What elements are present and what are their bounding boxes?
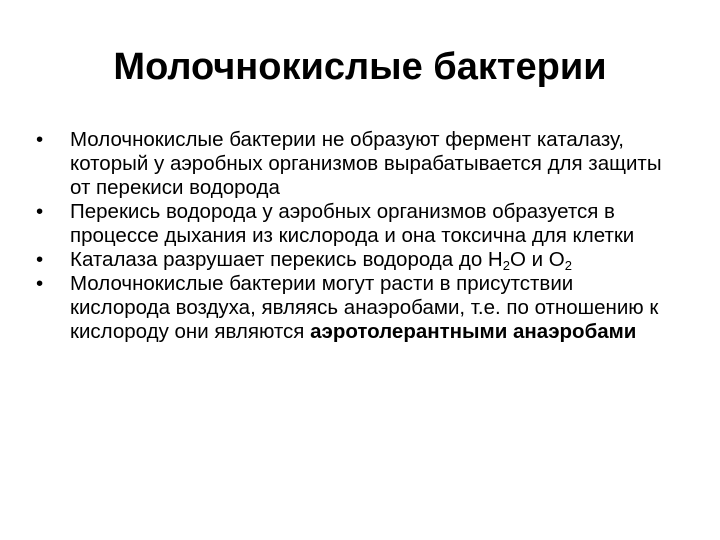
bullet-list xyxy=(36,128,676,344)
bullet-text: Перекись водорода у аэробных организмов образуется в процессе дыхания из кислорода и она токсична для клетки xyxy=(70,200,635,247)
bullet-text: Молочнокислые бактерии могут расти в присутствии кислорода воздуха, являясь анаэробами, т.е. по отношению к кислороду они являются xyxy=(70,272,659,343)
bullet-text-middle: О и О xyxy=(509,248,565,271)
bullet-marker: • xyxy=(36,272,44,295)
bullet-item-aerotolerance xyxy=(36,272,676,344)
bullet-marker: • xyxy=(36,248,44,271)
slide-title: Молочнокислые бактерии xyxy=(113,46,607,88)
bullet-item-peroxide-formation xyxy=(36,200,676,248)
bullet-item-catalase-action xyxy=(36,248,676,272)
bullet-marker: • xyxy=(36,128,44,151)
bullet-item-catalase-absence xyxy=(36,128,676,200)
bullet-text: Каталаза разрушает перекись водорода до Н xyxy=(70,248,503,271)
subscript-oxygen: 2 xyxy=(564,258,572,273)
subscript-water: 2 xyxy=(502,258,510,273)
bullet-marker: • xyxy=(36,200,44,223)
bullet-bold-term: аэротолерантными анаэробами xyxy=(310,320,637,343)
bullet-text: Молочнокислые бактерии не образуют фермент каталазу, который у аэробных организмов вырабатывается для защиты от перекиси водорода xyxy=(70,128,662,199)
